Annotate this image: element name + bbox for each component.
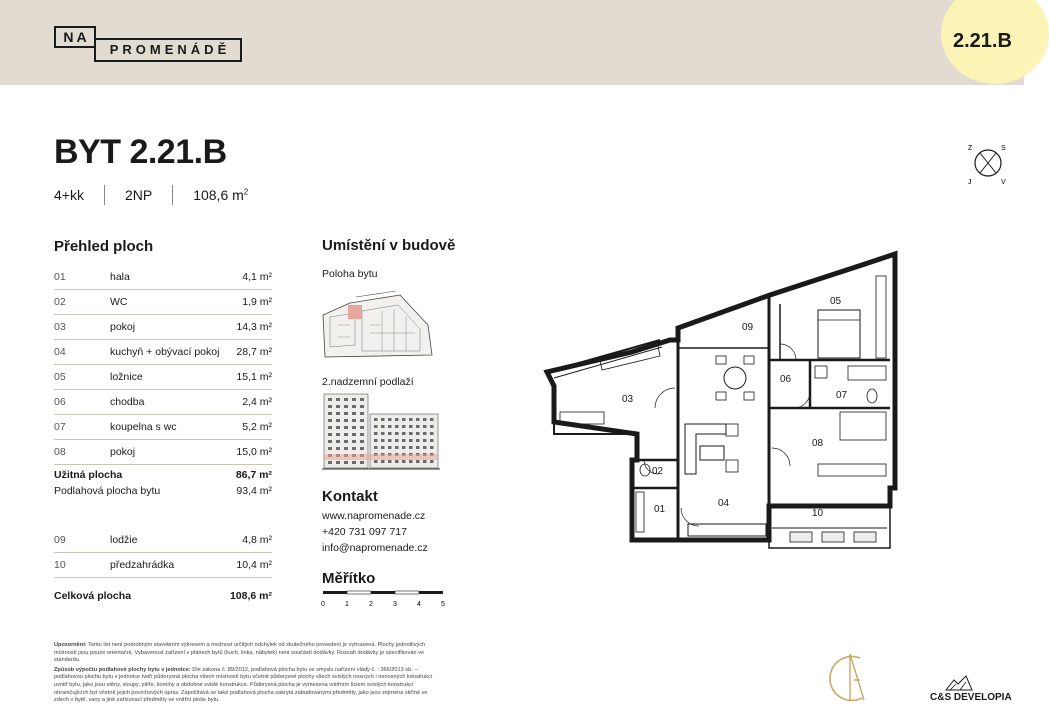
scale-tick-label: 1 — [345, 601, 349, 608]
facade-window — [416, 446, 420, 449]
facade-window — [336, 398, 340, 401]
room-number: 01 — [54, 271, 66, 283]
position-label: Poloha bytu — [322, 268, 378, 280]
facade-window — [328, 426, 332, 429]
facade-window — [336, 433, 340, 436]
logo-na: NA — [54, 26, 96, 48]
useful-area-label: Užitná plocha — [54, 469, 123, 481]
facade-window — [360, 433, 364, 436]
floor-area-label: Podlahová plocha bytu — [54, 485, 161, 497]
facade-window — [352, 419, 356, 422]
facade-window — [352, 412, 356, 415]
facade-window — [328, 461, 332, 464]
facade-window — [328, 405, 332, 408]
compass-v: V — [1001, 179, 1006, 186]
room-name: pokoj — [110, 321, 136, 333]
facade-window — [344, 447, 348, 450]
facade-window — [388, 432, 392, 435]
facade-window — [360, 461, 364, 464]
facade-window — [328, 447, 332, 450]
room-number: 05 — [54, 371, 66, 383]
room-area: 5,2 m² — [242, 421, 272, 433]
room-row — [54, 315, 272, 340]
unit-specs — [54, 185, 248, 205]
room-label-08: 08 — [812, 438, 824, 449]
facade-window — [360, 447, 364, 450]
room-label-02: 02 — [652, 466, 664, 477]
room-row — [54, 415, 272, 440]
facade-window — [352, 433, 356, 436]
facade-window — [344, 433, 348, 436]
room-label-06: 06 — [780, 374, 792, 385]
floor-plan — [540, 248, 910, 553]
useful-area-row — [54, 469, 272, 481]
facade-window — [416, 418, 420, 421]
floor-plan-label: 2.nadzemní podlaží — [322, 376, 414, 388]
room-area: 2,4 m² — [242, 396, 272, 408]
room-label-01: 01 — [654, 504, 666, 515]
room-row — [54, 528, 272, 553]
facade-window — [423, 432, 427, 435]
facade-window — [381, 439, 385, 442]
room-area: 15,0 m² — [236, 446, 272, 458]
facade-window — [402, 446, 406, 449]
facade-window — [402, 439, 406, 442]
facade-window — [336, 461, 340, 464]
total-area: 108,6 $m^2$ — [193, 187, 249, 203]
building-position-map — [320, 285, 440, 365]
room-number: 07 — [54, 421, 66, 433]
facade-window — [402, 425, 406, 428]
facade-window — [374, 439, 378, 442]
room-number: 09 — [54, 534, 66, 546]
facade-window — [336, 426, 340, 429]
room-number: 10 — [54, 559, 66, 571]
facade-window — [395, 425, 399, 428]
facade-window — [416, 439, 420, 442]
facade-window — [344, 419, 348, 422]
scale-title: Měřítko — [322, 570, 376, 587]
total-area-value: 108,6 m² — [229, 590, 272, 602]
contact-phone[interactable]: +420 731 097 717 — [322, 526, 407, 538]
room-name: lodžie — [110, 534, 138, 546]
facade-window — [381, 425, 385, 428]
facade-window — [430, 432, 434, 435]
building-facade — [322, 392, 440, 472]
facade-window — [360, 405, 364, 408]
floor-highlight — [324, 454, 438, 460]
room-area: 4,1 m² — [242, 271, 272, 283]
facade-window — [328, 419, 332, 422]
divider — [172, 185, 173, 205]
room-row — [54, 390, 272, 415]
room-name: pokoj — [110, 446, 136, 458]
room-name: ložnice — [110, 371, 143, 383]
scale-tick-label: 5 — [441, 601, 445, 608]
room-row — [54, 265, 272, 290]
contact-email[interactable]: info@napromenade.cz — [322, 542, 428, 554]
facade-window — [388, 439, 392, 442]
scale-bar — [322, 590, 447, 610]
room-label-10: 10 — [812, 508, 824, 519]
facade-window — [381, 446, 385, 449]
facade-window — [360, 398, 364, 401]
page-title: BYT 2.21.B — [54, 133, 227, 171]
facade-window — [336, 405, 340, 408]
facade-window — [395, 446, 399, 449]
facade-window — [381, 432, 385, 435]
room-number: 06 — [54, 396, 66, 408]
location-title: Umístění v budově — [322, 237, 456, 254]
facade-window — [374, 425, 378, 428]
facade-window — [360, 440, 364, 443]
scale-tick-label: 2 — [369, 601, 373, 608]
facade-window — [395, 432, 399, 435]
room-row — [54, 553, 272, 578]
facade-window — [381, 460, 385, 463]
facade-window — [409, 425, 413, 428]
room-area: 15,1 m² — [236, 371, 272, 383]
floor-level: 2NP — [124, 187, 153, 203]
facade-window — [423, 425, 427, 428]
room-name: WC — [110, 296, 128, 308]
facade-window — [328, 433, 332, 436]
facade-window — [344, 412, 348, 415]
overview-title: Přehled ploch — [54, 238, 154, 255]
room-area: 4,8 m² — [242, 534, 272, 546]
room-row — [54, 365, 272, 390]
room-row — [54, 290, 272, 315]
facade-window — [409, 418, 413, 421]
facade-window — [344, 405, 348, 408]
logo-promenade: PROMENÁDĚ — [94, 38, 242, 62]
room-number: 03 — [54, 321, 66, 333]
facade-window — [423, 446, 427, 449]
facade-window — [402, 460, 406, 463]
floor-area-value: 93,4 m² — [236, 485, 272, 497]
facade-window — [344, 440, 348, 443]
room-name: chodba — [110, 396, 145, 408]
facade-window — [395, 460, 399, 463]
facade-window — [374, 418, 378, 421]
room-list — [54, 265, 272, 465]
room-number: 04 — [54, 346, 66, 358]
facade-window — [328, 398, 332, 401]
developer-logo: C&S DEVELOPIA — [930, 692, 1012, 703]
facade-window — [430, 425, 434, 428]
compass-s: S — [1001, 145, 1006, 152]
room-number: 02 — [54, 296, 66, 308]
room-row — [54, 340, 272, 365]
facade-window — [409, 432, 413, 435]
facade-window — [430, 446, 434, 449]
scale-tick-label: 3 — [393, 601, 397, 608]
facade-window — [416, 460, 420, 463]
facade-window — [409, 446, 413, 449]
developer-icon — [944, 674, 974, 692]
facade-window — [388, 425, 392, 428]
room-row — [54, 440, 272, 465]
facade-window — [344, 461, 348, 464]
extra-list — [54, 528, 272, 578]
room-number: 08 — [54, 446, 66, 458]
facade-window — [328, 412, 332, 415]
facade-window — [374, 460, 378, 463]
layout-type: 4+kk — [54, 187, 84, 203]
facade-window — [374, 432, 378, 435]
facade-window — [336, 412, 340, 415]
room-area: 28,7 m² — [236, 346, 272, 358]
facade-window — [388, 418, 392, 421]
room-area: 10,4 m² — [236, 559, 272, 571]
facade-window — [360, 419, 364, 422]
scale-tick-label: 0 — [321, 601, 325, 608]
compass-j: J — [968, 179, 972, 186]
unit-highlight — [348, 305, 362, 319]
facade-window — [402, 432, 406, 435]
facade-window — [352, 398, 356, 401]
facade-window — [430, 460, 434, 463]
facade-window — [395, 439, 399, 442]
disclaimer: Upozornění: Tento list není podrobným stavebním výkresem a možnost určitých odchylek od skutečného provedení je vyhrazena. Plochy jednotlivých místností jsou pouze orientační. Vybavenost zařízení v plánech bytů (kuch. linka, nábytek) není součástí dodávky. Rozsah dodávky je specifikován ve standardu. Způsob výpočtu podlahové plochy bytu v jednotce: Dle zákona č. 89/2012, podlahová plocha bytu ve smyslu nařízení vlády č. : 366/2013 sb. – podlahovou plochu bytu v jednotce tvoří půdorysná plocha všech místností bytu včetně půdorysné plochy všech svislých nosných i nenosných konstrukcí uvnitř bytu, jako jsou stěny, sloupy, pilíře, komíny a obdobné svislé konstrukce. Půdorysná plocha je vymezena vnitřním líciem svislých konstrukcí ohraničujících byt včetně jejich povrchových úprav. Započítává se také podlahová plocha zakrytá zabudovanými předměty, jako jsou zejména skříně ve zdech v bytě, vany a jiné zařizovací předměty ve vnitřní ploše bytu. — [54, 642, 433, 704]
contact-block — [322, 508, 428, 556]
facade-window — [402, 418, 406, 421]
facade-window — [352, 405, 356, 408]
facade-window — [416, 432, 420, 435]
contact-web[interactable]: www.napromenade.cz — [322, 510, 426, 522]
facade-window — [409, 460, 413, 463]
facade-window — [336, 447, 340, 450]
unit-badge-label: 2.21.B — [953, 30, 1012, 52]
facade-window — [423, 439, 427, 442]
useful-area-value: 86,7 m² — [235, 469, 272, 481]
total-area-row — [54, 590, 272, 602]
facade-window — [360, 412, 364, 415]
facade-window — [374, 446, 378, 449]
facade-window — [395, 418, 399, 421]
divider — [104, 185, 105, 205]
facade-window — [352, 447, 356, 450]
facade-window — [416, 425, 420, 428]
room-area: 14,3 m² — [236, 321, 272, 333]
facade-window — [430, 439, 434, 442]
facade-window — [430, 418, 434, 421]
scale-tick-label: 4 — [417, 601, 421, 608]
facade-window — [344, 426, 348, 429]
facade-window — [352, 440, 356, 443]
floor-area-row — [54, 485, 272, 497]
facade-window — [336, 440, 340, 443]
facade-window — [388, 460, 392, 463]
room-name: kuchyň + obývací pokoj — [110, 346, 220, 358]
room-label-09: 09 — [742, 322, 754, 333]
room-name: koupelna s wc — [110, 421, 177, 433]
room-label-04: 04 — [718, 498, 730, 509]
facade-window — [352, 426, 356, 429]
facade-window — [423, 418, 427, 421]
room-label-05: 05 — [830, 296, 842, 307]
facade-window — [381, 418, 385, 421]
facade-window — [409, 439, 413, 442]
facade-window — [423, 460, 427, 463]
room-label-03: 03 — [622, 394, 634, 405]
facade-window — [328, 440, 332, 443]
room-name: předzahrádka — [110, 559, 175, 571]
facade-window — [352, 461, 356, 464]
room-name: hala — [110, 271, 130, 283]
room-area: 1,9 m² — [242, 296, 272, 308]
facade-window — [388, 446, 392, 449]
facade-window — [360, 426, 364, 429]
total-area-label: Celková plocha — [54, 590, 132, 602]
contact-title: Kontakt — [322, 488, 378, 505]
compass-z: Z — [968, 145, 973, 152]
compass-icon — [968, 140, 1008, 186]
facade-window — [336, 419, 340, 422]
cs-monogram-logo — [820, 650, 876, 706]
room-label-07: 07 — [836, 390, 848, 401]
facade-window — [344, 398, 348, 401]
